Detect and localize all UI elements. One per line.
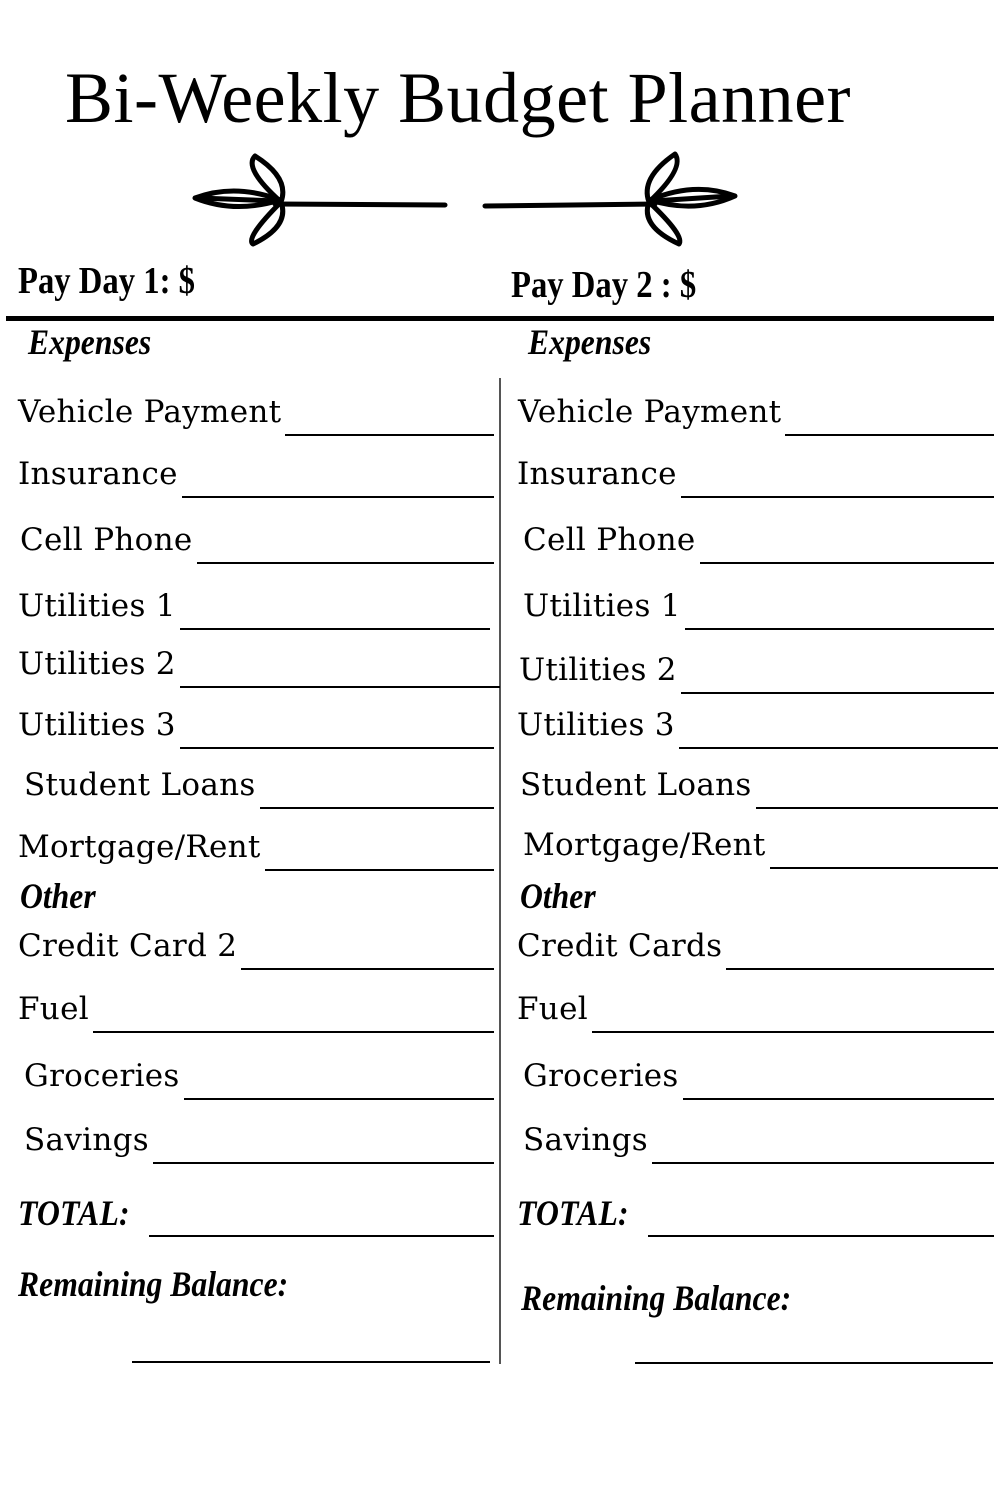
- total-label: TOTAL:: [517, 1193, 629, 1233]
- amount-blank[interactable]: [197, 562, 494, 564]
- other-label: Fuel: [18, 991, 89, 1027]
- amount-blank[interactable]: [93, 1031, 494, 1033]
- expense-row: [523, 512, 994, 564]
- expense-row: [518, 384, 994, 436]
- expense-label: Utilities 2: [18, 646, 176, 682]
- expense-label: Mortgage/Rent: [523, 827, 766, 863]
- amount-blank[interactable]: [260, 807, 494, 809]
- amount-blank[interactable]: [180, 628, 490, 630]
- expense-label: Utilities 2: [519, 652, 677, 688]
- other-label: Credit Card 2: [18, 928, 238, 964]
- expense-row: [519, 642, 994, 694]
- expense-row: [24, 757, 494, 809]
- payday-2-label: Pay Day 2 : $: [511, 264, 697, 306]
- amount-blank[interactable]: [265, 869, 494, 871]
- amount-blank[interactable]: [756, 807, 998, 809]
- expense-row: [18, 636, 500, 688]
- page-title: Bi-Weekly Budget Planner: [65, 58, 852, 138]
- expense-row: [18, 819, 494, 871]
- remaining-balance-label: Remaining Balance:: [18, 1264, 289, 1304]
- other-row: [523, 1112, 994, 1164]
- amount-blank[interactable]: [683, 1098, 994, 1100]
- amount-blank[interactable]: [679, 747, 998, 749]
- total-blank[interactable]: [149, 1235, 494, 1237]
- remaining-balance-blank[interactable]: [635, 1362, 993, 1364]
- other-label: Credit Cards: [517, 928, 723, 964]
- expense-row: [18, 578, 490, 630]
- other-label: Savings: [24, 1122, 149, 1158]
- amount-blank[interactable]: [285, 434, 494, 436]
- other-row: [24, 1112, 494, 1164]
- expenses-heading: Expenses: [28, 322, 152, 362]
- expense-row: [18, 697, 494, 749]
- expense-row: [517, 446, 994, 498]
- other-label: Fuel: [517, 991, 588, 1027]
- amount-blank[interactable]: [241, 968, 494, 970]
- amount-blank[interactable]: [180, 686, 500, 688]
- amount-blank[interactable]: [153, 1162, 494, 1164]
- expense-label: Mortgage/Rent: [18, 829, 261, 865]
- expense-row: [523, 578, 994, 630]
- expenses-heading: Expenses: [528, 322, 652, 362]
- expense-row: [18, 446, 494, 498]
- remaining-balance-blank[interactable]: [132, 1361, 490, 1363]
- amount-blank[interactable]: [726, 968, 994, 970]
- amount-blank[interactable]: [592, 1031, 994, 1033]
- amount-blank[interactable]: [700, 562, 994, 564]
- amount-blank[interactable]: [182, 496, 494, 498]
- other-row: [24, 1048, 494, 1100]
- other-row: [517, 981, 994, 1033]
- other-label: Savings: [523, 1122, 648, 1158]
- expense-label: Student Loans: [24, 767, 256, 803]
- other-row: [523, 1048, 994, 1100]
- amount-blank[interactable]: [785, 434, 994, 436]
- other-heading: Other: [520, 876, 596, 916]
- total-blank[interactable]: [648, 1235, 994, 1237]
- expense-label: Utilities 3: [517, 707, 675, 743]
- expense-label: Utilities 3: [18, 707, 176, 743]
- amount-blank[interactable]: [681, 496, 994, 498]
- amount-blank[interactable]: [180, 747, 494, 749]
- expense-row: [523, 817, 998, 869]
- pay-day-2-column: [500, 0, 1000, 1500]
- other-label: Groceries: [523, 1058, 679, 1094]
- remaining-balance-label: Remaining Balance:: [521, 1278, 792, 1318]
- expense-row: [20, 512, 494, 564]
- expense-row: [520, 757, 998, 809]
- total-label: TOTAL:: [18, 1193, 130, 1233]
- amount-blank[interactable]: [652, 1162, 994, 1164]
- other-row: [517, 918, 994, 970]
- expense-label: Cell Phone: [20, 522, 193, 558]
- other-row: [18, 918, 494, 970]
- expense-label: Vehicle Payment: [18, 394, 282, 430]
- expense-label: Insurance: [18, 456, 178, 492]
- expense-label: Utilities 1: [523, 588, 681, 624]
- expense-label: Student Loans: [520, 767, 752, 803]
- expense-label: Vehicle Payment: [518, 394, 782, 430]
- total-row: [517, 1185, 994, 1237]
- amount-blank[interactable]: [685, 628, 994, 630]
- other-row: [18, 981, 494, 1033]
- expense-row: [517, 697, 998, 749]
- expense-label: Cell Phone: [523, 522, 696, 558]
- other-label: Groceries: [24, 1058, 180, 1094]
- expense-row: [18, 384, 494, 436]
- amount-blank[interactable]: [770, 867, 998, 869]
- other-heading: Other: [20, 876, 96, 916]
- amount-blank[interactable]: [681, 692, 994, 694]
- expense-label: Insurance: [517, 456, 677, 492]
- amount-blank[interactable]: [184, 1098, 494, 1100]
- total-row: [18, 1185, 494, 1237]
- expense-label: Utilities 1: [18, 588, 176, 624]
- payday-1-label: Pay Day 1: $: [18, 260, 195, 302]
